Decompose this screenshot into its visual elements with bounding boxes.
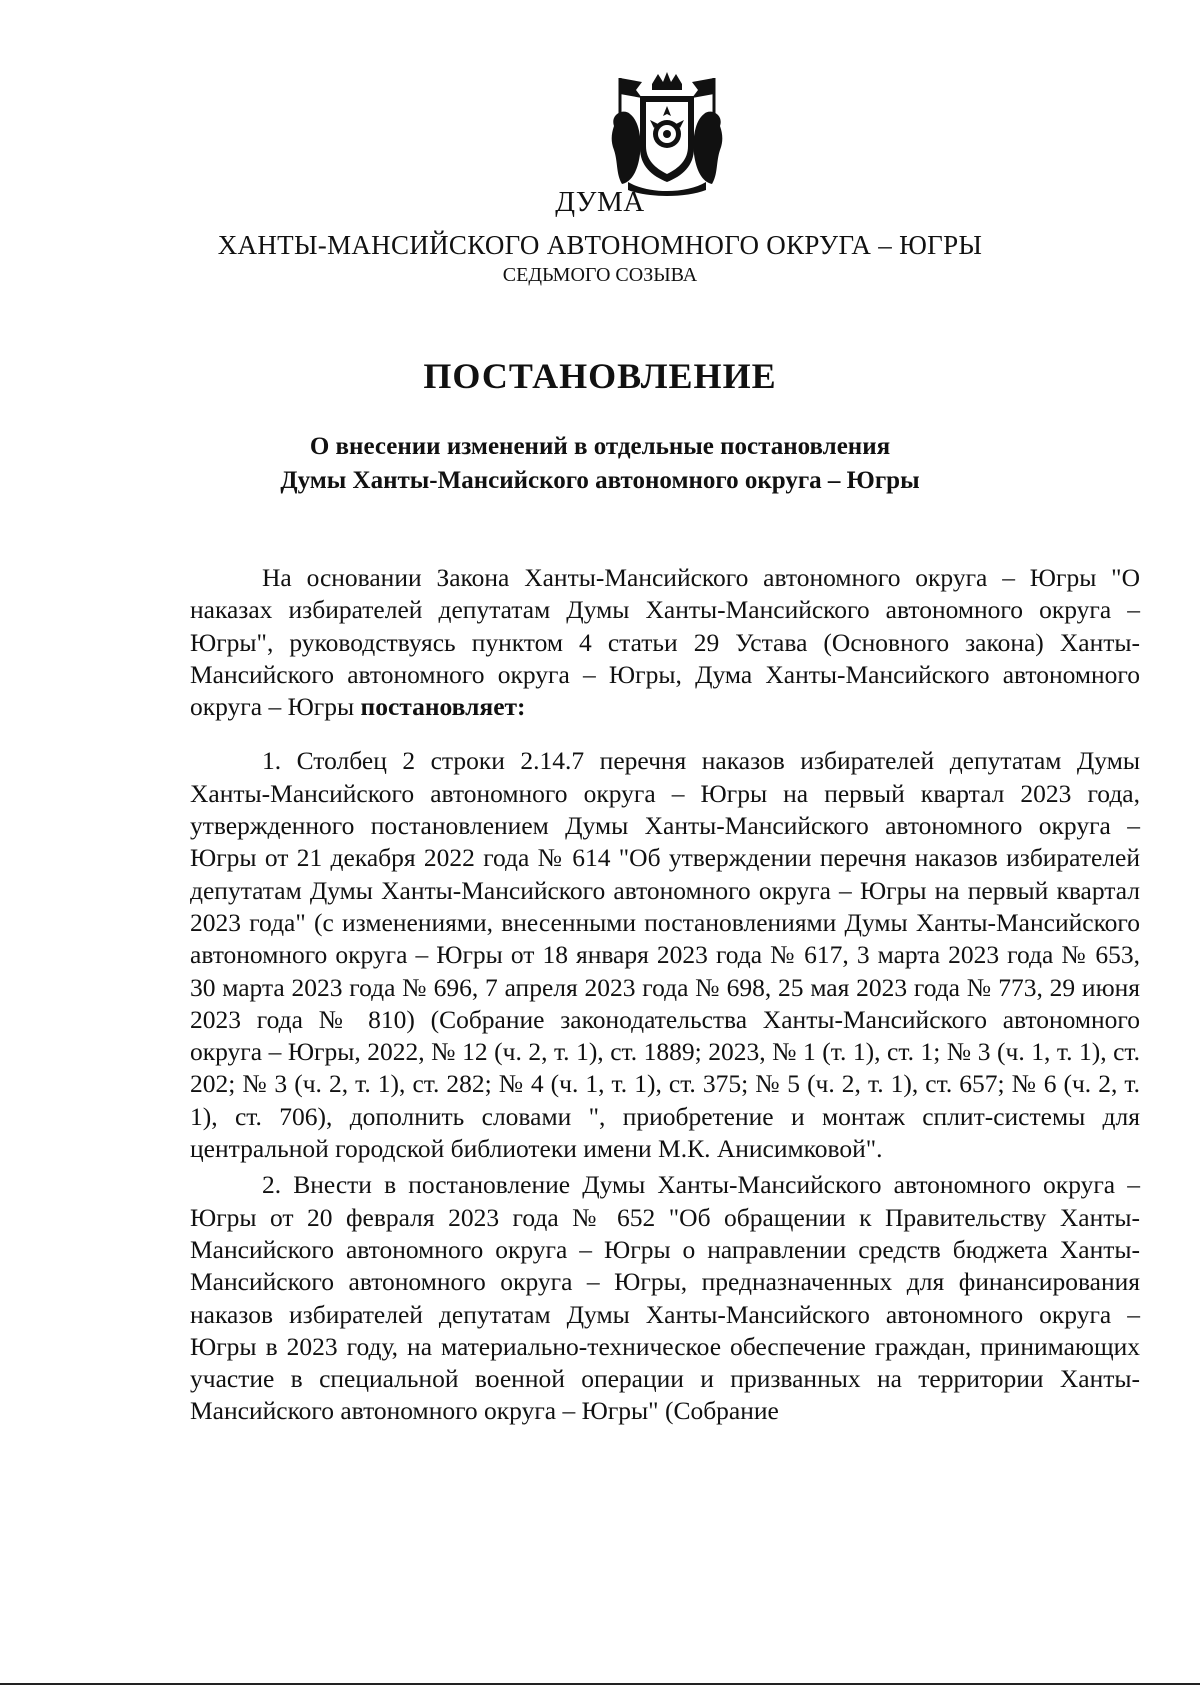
- document-type: ПОСТАНОВЛЕНИЕ: [423, 356, 777, 396]
- preamble-decision: постановляет:: [360, 692, 526, 722]
- convocation-label: СЕДЬМОГО СОЗЫВА: [502, 264, 698, 286]
- coat-of-arms-icon: [608, 70, 726, 198]
- preamble-paragraph: [190, 562, 1140, 723]
- bottom-divider: [0, 1683, 1200, 1685]
- document-body: [190, 562, 1140, 1428]
- document-title: [0, 430, 1200, 498]
- organization-name: ДУМА: [555, 186, 645, 218]
- region-name: ХАНТЫ-МАНСИЙСКОГО АВТОНОМНОГО ОКРУГА – ЮГРЫ: [217, 230, 983, 260]
- item-1-paragraph: 1. Столбец 2 строки 2.14.7 перечня наказов избирателей депутатам Думы Ханты-Мансийского автономного округа – Югры на первый квартал 2023 года, утвержденного постановлением Думы Ханты-Мансийского автономного округа – Югры от 21 декабря 2022 года № 614 "Об утверждении перечня наказов избирателей депутатам Думы Ханты-Мансийского автономного округа – Югры на первый квартал 2023 года" (с изменениями, внесенными постановлениями Думы Ханты-Мансийского автономного округа – Югры от 18 января 2023 года № 617, 3 марта 2023 года № 653, 30 марта 2023 года № 696, 7 апреля 2023 года № 698, 25 мая 2023 года № 773, 29 июня 2023 года № 810) (Собрание законодательства Ханты-Мансийского автономного округа – Югры, 2022, № 12 (ч. 2, т. 1), ст. 1889; 2023, № 1 (т. 1), ст. 1; № 3 (ч. 1, т. 1), ст. 202; № 3 (ч. 2, т. 1), ст. 282; № 4 (ч. 1, т. 1), ст. 375; № 5 (ч. 2, т. 1), ст. 657; № 6 (ч. 2, т. 1), ст. 706), дополнить словами ", приобретение и монтаж сплит-системы для центральной городской библиотеки имени М.К. Анисимковой".: [190, 746, 1140, 1164]
- document-title-line-2: Думы Ханты-Мансийского автономного округа – Югры: [280, 467, 920, 494]
- preamble-text: На основании Закона Ханты-Мансийского автономного округа – Югры "О наказах избирателей депутатам Думы Ханты-Мансийского автономного округа – Югры", руководствуясь пунктом 4 статьи 29 Устава (Основного закона) Ханты-Мансийского автономного округа – Югры, Дума Ханты-Мансийского автономного округа – Югры: [190, 563, 1140, 722]
- document-title-line-1: О внесении изменений в отдельные постановления: [309, 433, 891, 460]
- item-2-paragraph: 2. Внести в постановление Думы Ханты-Мансийского автономного округа – Югры от 20 февраля 2023 года № 652 "Об обращении к Правительству Ханты-Мансийского автономного округа – Югры о направлении средств бюджета Ханты-Мансийского автономного округа – Югры, предназначенных для финансирования наказов избирателей депутатам Думы Ханты-Мансийского автономного округа – Югры в 2023 году, на материально-техническое обеспечение граждан, принимающих участие в специальной военной операции и призванных на территории Ханты-Мансийского автономного округа – Югры" (Собрание: [190, 1170, 1140, 1426]
